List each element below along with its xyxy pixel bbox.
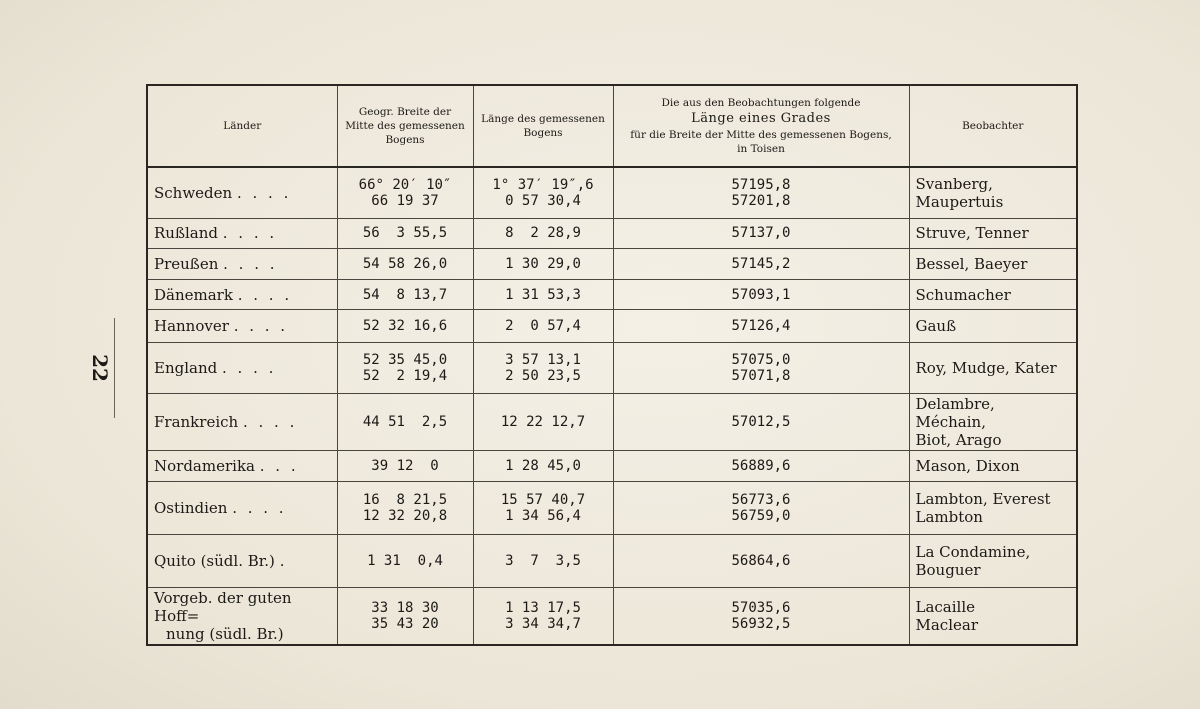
meridian-arc-table	[146, 84, 1078, 646]
table-row: Frankreich . . . . 44 51 2,5 12 22 12,7 57012,5 Delambre, Méchain, Biot, Arago	[147, 394, 1077, 451]
table-row: Nordamerika . . . 39 12 0 1 28 45,0 56889,6 Mason, Dixon	[147, 451, 1077, 482]
table-row: Rußland . . . . 56 3 55,5 8 2 28,9 57137,0 Struve, Tenner	[147, 218, 1077, 249]
header-countries: Länder	[147, 85, 337, 167]
country-name: Schweden	[154, 183, 233, 202]
margin-rule	[114, 318, 115, 418]
table-row: Preußen . . . . 54 58 26,0 1 30 29,0 57145,2 Bessel, Baeyer	[147, 249, 1077, 280]
page-number: 22	[87, 354, 112, 382]
table-row: Schweden . . . . 66° 20′ 10″ 66 19 37 1° 37′ 19″,6 0 57 30,4 57195,8 57201,8 Svanberg, Maupertuis	[147, 167, 1077, 218]
header-arc-length: Länge des gemessenen Bogens	[473, 85, 613, 167]
header-observers: Beobachter	[909, 85, 1077, 167]
table-row: Quito (südl. Br.) . 1 31 0,4 3 7 3,5 56864,6 La Condamine, Bouguer	[147, 535, 1077, 588]
table-row: Hannover . . . . 52 32 16,6 2 0 57,4 57126,4 Gauß	[147, 310, 1077, 343]
table-row: Vorgeb. der guten Hoff= nung (südl. Br.) 33 18 30 35 43 20 1 13 17,5 3 34 34,7 57035,6 56932,5 Lacaille Maclear	[147, 588, 1077, 645]
table-row: England . . . . 52 35 45,0 52 2 19,4 3 57 13,1 2 50 23,5 57075,0 57071,8 Roy, Mudge, Kater	[147, 343, 1077, 394]
header-latitude: Geogr. Breite der Mitte des gemessenen Bogens	[337, 85, 473, 167]
header-degree-length: Die aus den Beobachtungen folgende Länge eines Grades für die Breite der Mitte des gemessenen Bogens, in Toisen	[613, 85, 909, 167]
table-row: Ostindien . . . . 16 8 21,5 12 32 20,8 15 57 40,7 1 34 56,4 56773,6 56759,0 Lambton, Everest Lambton	[147, 482, 1077, 535]
table-row: Dänemark . . . . 54 8 13,7 1 31 53,3 57093,1 Schumacher	[147, 279, 1077, 310]
